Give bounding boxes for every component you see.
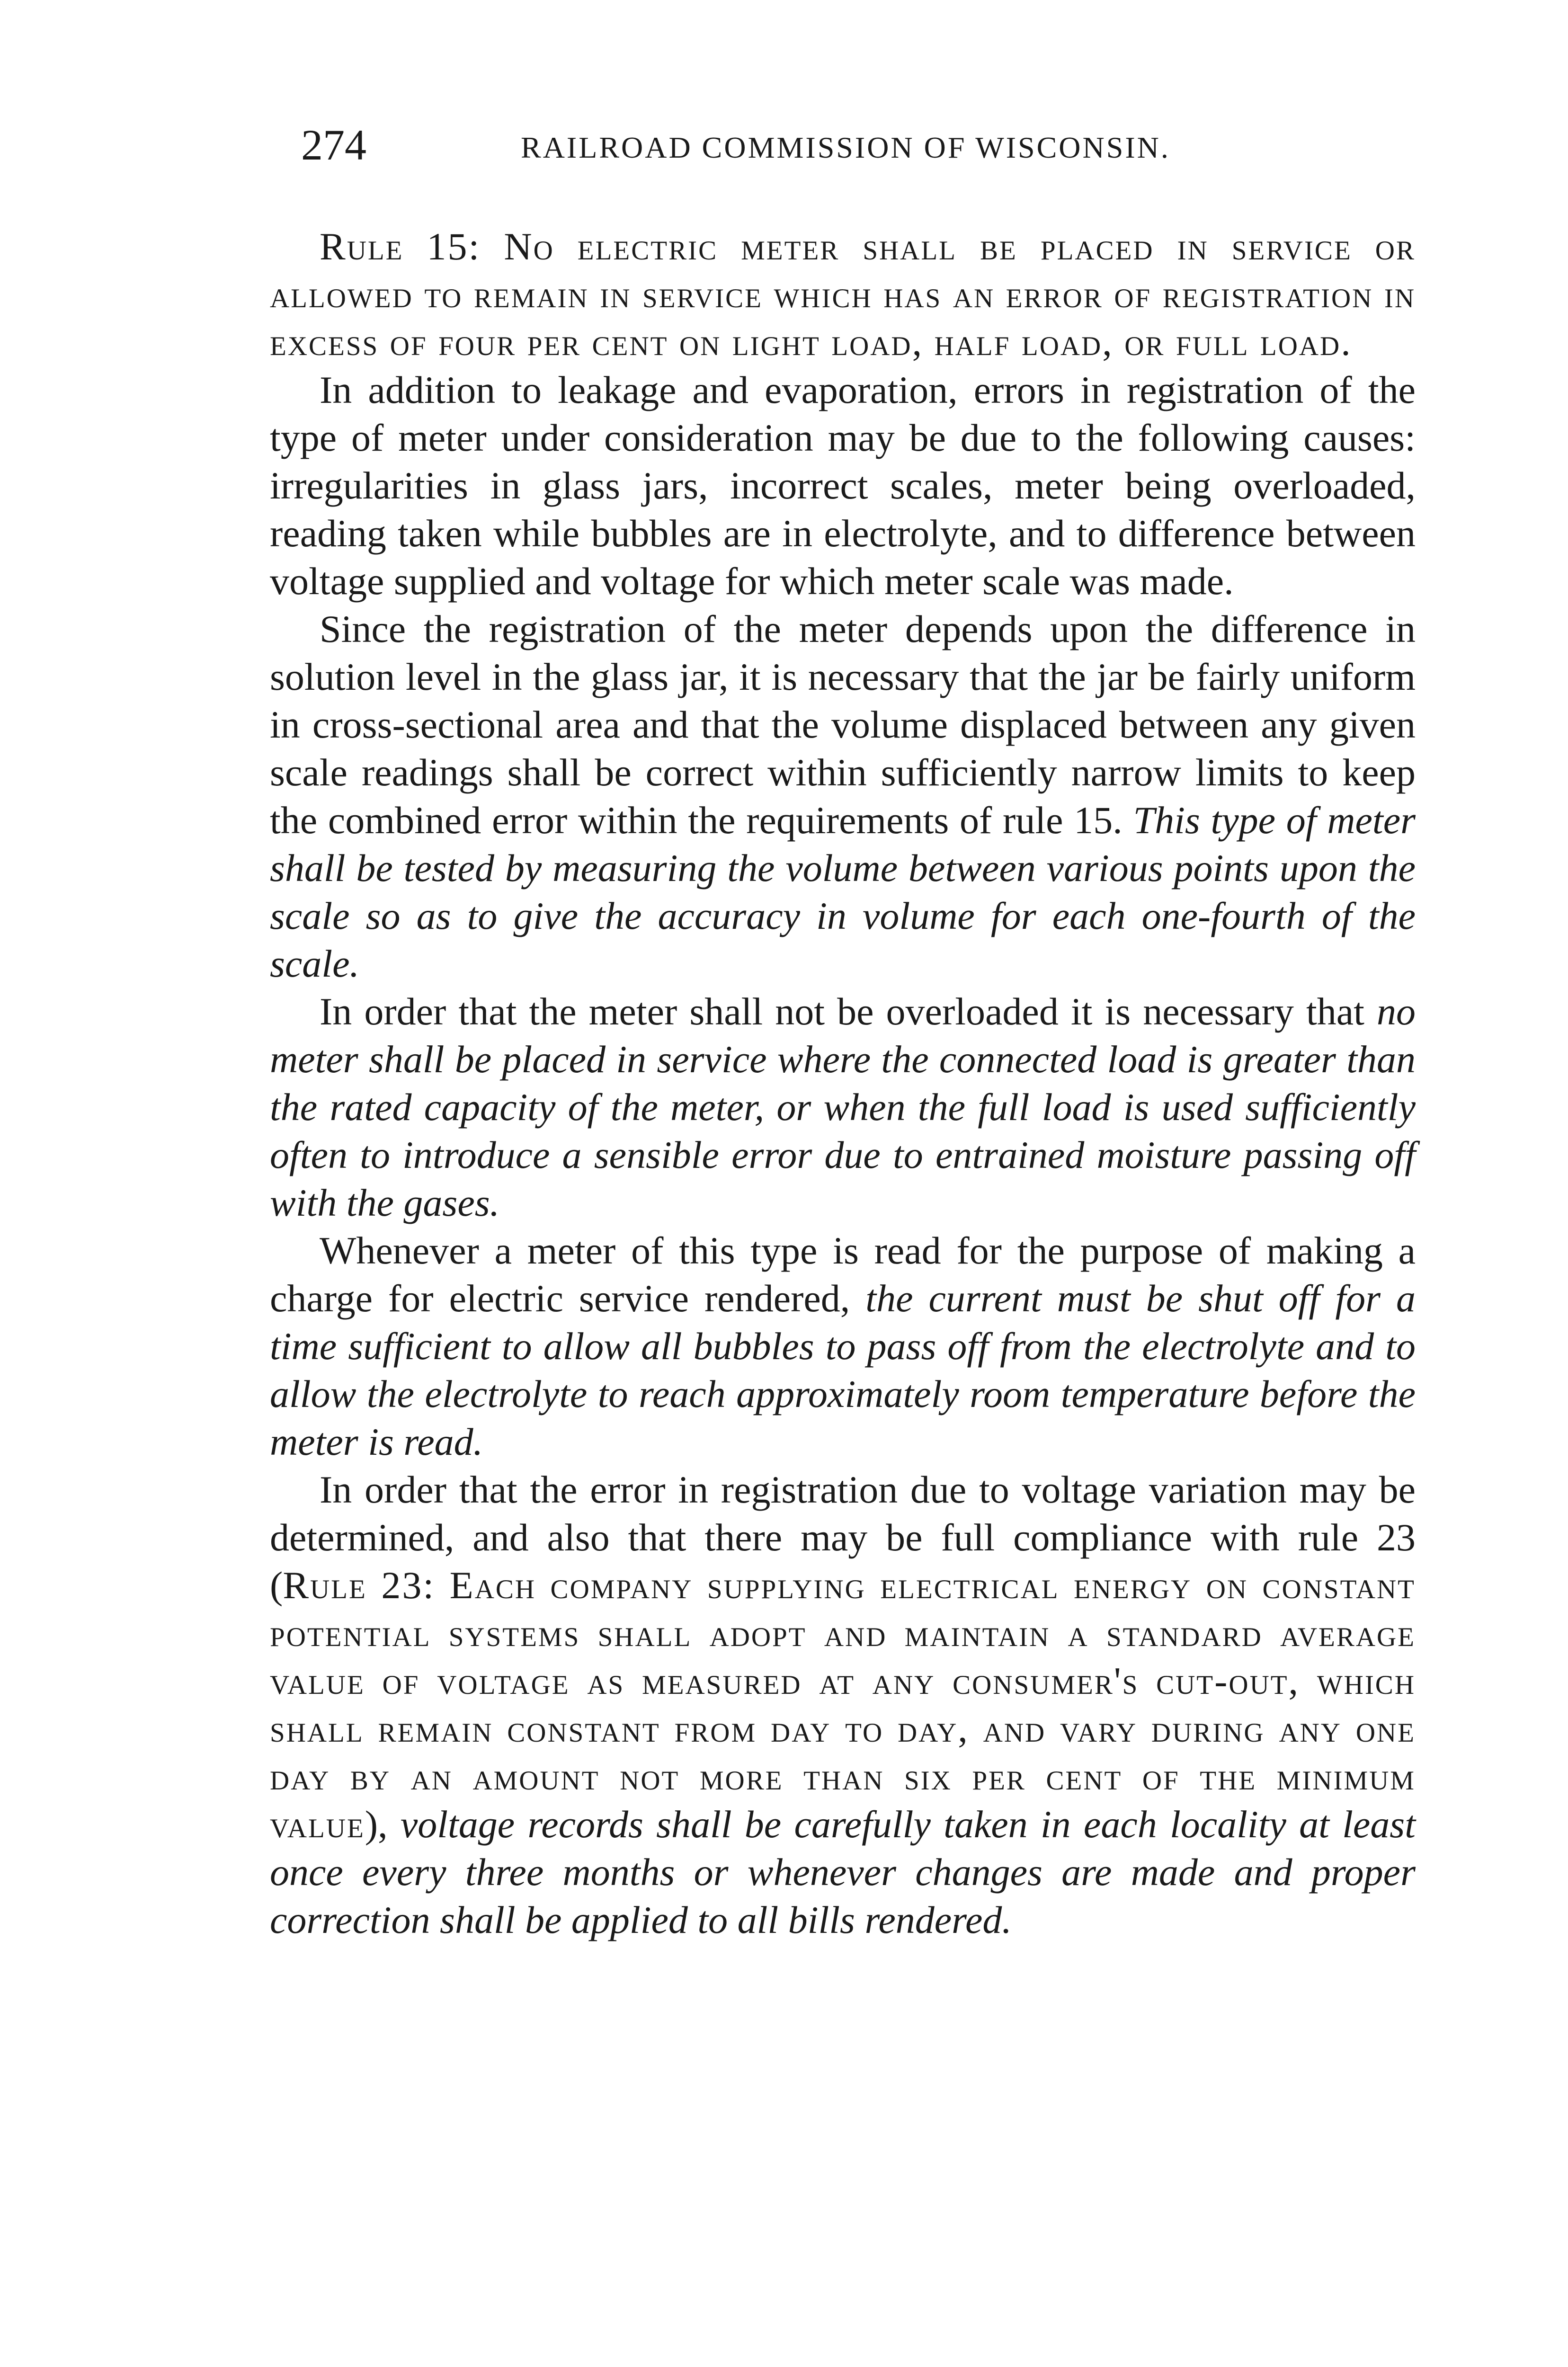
paragraph-rule-15 bbox=[270, 222, 1416, 366]
paragraph-text: Since the registration of the meter depends upon the difference in solution level in the glass jar, it is necessary that the jar be fairly uniform in cross-sectional area and that the volume displaced between any given scale readings shall be correct within sufficiently narrow limits to keep the combined error within the requirements of rule 15. bbox=[270, 607, 1416, 842]
paragraph-italic: no meter shall be placed in service where the connected load is greater than the rated capacity of the meter, or when the full load is used sufficiently often to introduce a sensible error due to entrained moisture passing off with the gases. bbox=[270, 990, 1416, 1224]
paragraph-text: In order that the error in registration due to voltage variation may be determined, and also that there may be full compliance with rule 23 ( bbox=[270, 1468, 1416, 1607]
rule-15-text: Rule 15: No electric meter shall be placed in service or allowed to remain in service which has an error of registration in excess of four per cent on light load, half load, or full load. bbox=[270, 225, 1416, 364]
paragraph-text: In order that the meter shall not be overloaded it is necessary that bbox=[320, 990, 1377, 1033]
paragraph-italic: This type of meter shall be tested by measuring the volume between various points upon the scale so as to give the accuracy in volume for each one-fourth of the scale. bbox=[270, 799, 1416, 985]
running-head: RAILROAD COMMISSION OF WISCONSIN. bbox=[521, 131, 1170, 164]
paragraph-text: Whenever a meter of this type is read for the purpose of making a charge for electric service rendered, bbox=[270, 1229, 1416, 1320]
paragraph-italic: voltage records shall be carefully taken in each locality at least once every three months or whenever changes are made and proper correction shall be applied to all bills rendered. bbox=[270, 1803, 1416, 1941]
paragraph-italic: the current must be shut off for a time sufficient to allow all bubbles to pass off from the electrolyte and to allow the electrolyte to reach approximately room temperature before the meter is read. bbox=[270, 1277, 1416, 1463]
paragraph-close: ), bbox=[365, 1803, 401, 1846]
rule-23-text: Rule 23: Each company supplying electrical energy on constant potential systems shall adopt and maintain a standard average value of voltage as measured at any consumer's cut-out, which shall remain constant from day to day, and vary during any one day by an amount not more than six per cent of the minimum value bbox=[270, 1564, 1416, 1846]
page-body bbox=[270, 222, 1416, 1944]
paragraph-reading bbox=[270, 1227, 1416, 1466]
page-number: 274 bbox=[301, 121, 366, 169]
paragraph-voltage bbox=[270, 1466, 1416, 1944]
paragraph-overload bbox=[270, 988, 1416, 1227]
paragraph-errors-causes bbox=[270, 366, 1416, 605]
paragraph-registration bbox=[270, 605, 1416, 988]
paragraph-text: In addition to leakage and evaporation, errors in registration of the type of meter under consideration may be due to the following causes: irregularities in glass jars, incorrect scales, meter being overloaded, reading taken while bubbles are in electrolyte, and to difference between voltage supplied and voltage for which meter scale was made. bbox=[270, 368, 1416, 603]
